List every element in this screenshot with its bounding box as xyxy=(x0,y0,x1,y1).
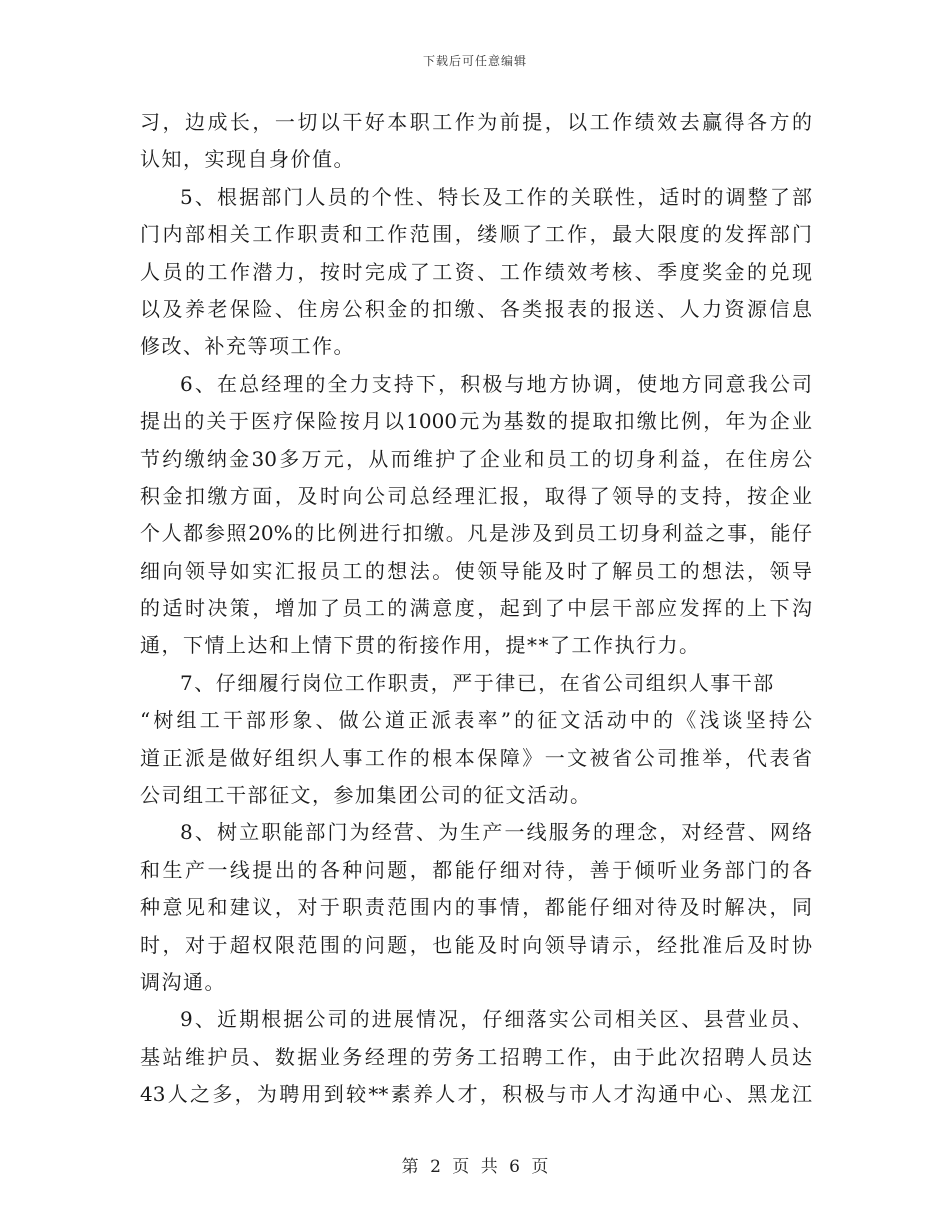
text-line: 个人都参照20%的比例进行扣缴。凡是涉及到员工切身利益之事，能仔 xyxy=(140,521,812,546)
document-body xyxy=(140,104,812,1114)
text-line: 6、在总经理的全力支持下，积极与地方协调，使地方同意我公司 xyxy=(180,371,812,396)
text-line: 公司组工干部征文，参加集团公司的征文活动。 xyxy=(140,783,592,808)
text-line: 认知，实现自身价值。 xyxy=(140,147,355,172)
page-number-footer: 第 2 页 共 6 页 xyxy=(401,1157,549,1177)
text-line: 和生产一线提出的各种问题，都能仔细对待，善于倾听业务部门的各 xyxy=(140,857,812,882)
text-line: 种意见和建议，对于职责范围内的事情，都能仔细对待及时解决，同 xyxy=(140,895,812,920)
text-line: 积金扣缴方面，及时向公司总经理汇报，取得了领导的支持，按企业 xyxy=(140,483,812,508)
text-line: 通，下情上达和上情下贯的衔接作用，提**了工作执行力。 xyxy=(140,633,701,658)
text-line: 7、仔细履行岗位工作职责，严于律已，在省公司组织人事干部 xyxy=(180,670,775,695)
text-line: “树组工干部形象、做公道正派表率”的征文活动中的《浅谈坚持公 xyxy=(140,708,812,733)
text-line: 道正派是做好组织人事工作的根本保障》一文被省公司推举，代表省 xyxy=(140,745,812,770)
text-line: 5、根据部门人员的个性、特长及工作的关联性，适时的调整了部 xyxy=(180,184,812,209)
text-line: 9、近期根据公司的进展情况，仔细落实公司相关区、县营业员、 xyxy=(180,1007,812,1032)
text-line: 门内部相关工作职责和工作范围，缕顺了工作，最大限度的发挥部门 xyxy=(140,222,812,247)
text-line: 基站维护员、数据业务经理的劳务工招聘工作，由于此次招聘人员达 xyxy=(140,1044,812,1069)
text-line: 8、树立职能部门为经营、为生产一线服务的理念，对经营、网络 xyxy=(180,820,812,845)
text-line: 调沟通。 xyxy=(140,969,226,994)
text-line: 修改、补充等项工作。 xyxy=(140,334,355,359)
text-line: 节约缴纳金30多万元，从而维护了企业和员工的切身利益，在住房公 xyxy=(140,446,812,471)
text-line: 习，边成长，一切以干好本职工作为前提，以工作绩效去赢得各方的 xyxy=(140,110,812,134)
text-line: 细向领导如实汇报员工的想法。使领导能及时了解员工的想法，领导 xyxy=(140,558,812,583)
text-line: 时，对于超权限范围的问题，也能及时向领导请示，经批准后及时协 xyxy=(140,932,812,957)
text-line: 的适时决策，增加了员工的满意度，起到了中层干部应发挥的上下沟 xyxy=(140,596,812,621)
text-line: 提出的关于医疗保险按月以1000元为基数的提取扣缴比例，年为企业 xyxy=(140,409,812,434)
page-header: 下载后可任意编辑 xyxy=(422,54,527,68)
text-line: 人员的工作潜力，按时完成了工资、工作绩效考核、季度奖金的兑现 xyxy=(140,259,812,284)
text-line: 以及养老保险、住房公积金的扣缴、各类报表的报送、人力资源信息 xyxy=(140,296,812,321)
text-line: 43人之多，为聘用到较**素养人才，积极与市人才沟通中心、黑龙江 xyxy=(140,1082,812,1107)
